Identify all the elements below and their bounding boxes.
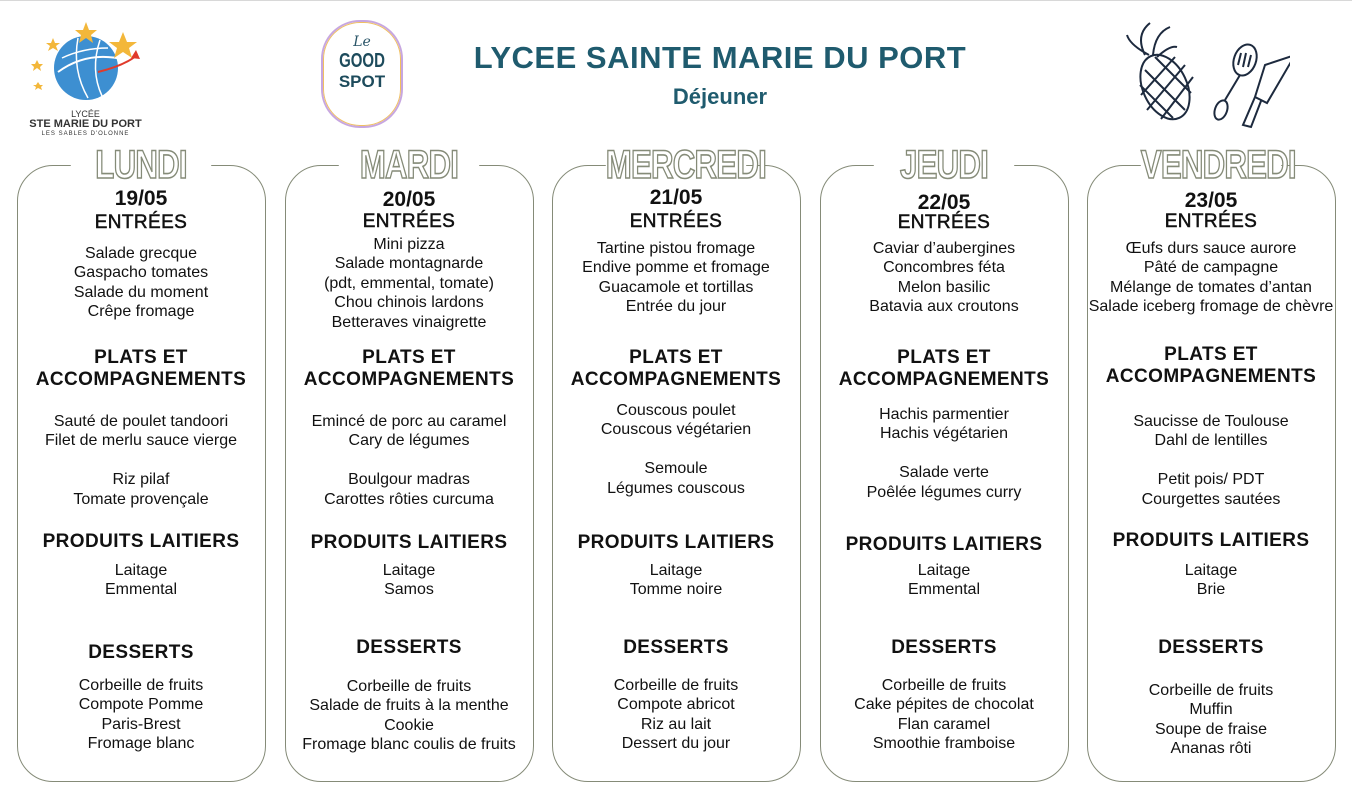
menu-item: Brie bbox=[1196, 581, 1226, 599]
menu-item: Fromage blanc coulis de fruits bbox=[302, 736, 516, 754]
menu-item: Caviar d’aubergines bbox=[872, 240, 1016, 257]
menu-item: Salade de fruits à la menthe bbox=[309, 697, 509, 715]
date-label: 20/05 bbox=[382, 188, 436, 211]
section-heading: ENTRÉES bbox=[897, 212, 991, 233]
group-spacer bbox=[259, 451, 559, 470]
menu-item: Ananas rôti bbox=[1170, 740, 1252, 758]
plats-heading bbox=[1061, 344, 1352, 387]
desserts-list bbox=[0, 676, 291, 754]
menu-item: Salade montagnarde bbox=[334, 255, 484, 273]
menu-item: Riz au lait bbox=[640, 715, 712, 733]
page-subtitle: Déjeuner bbox=[672, 84, 768, 109]
menu-item: Hachis parmentier bbox=[879, 406, 1009, 423]
section-heading: PLATS ET bbox=[897, 347, 991, 368]
menu-item: Batavia aux croutons bbox=[869, 298, 1019, 316]
partner-logo bbox=[321, 20, 403, 128]
menu-item: Laitage bbox=[917, 562, 971, 579]
plats-heading bbox=[259, 347, 559, 390]
menu-item: Smoothie framboise bbox=[872, 735, 1016, 753]
partner-logo-line2: GOOD bbox=[339, 50, 385, 72]
menu-item: Poêlée légumes curry bbox=[866, 483, 1022, 501]
section-heading: PRODUITS LAITIERS bbox=[42, 531, 240, 552]
menu-item: Compote abricot bbox=[617, 696, 735, 714]
day-name: LUNDI bbox=[71, 143, 211, 187]
plats-list bbox=[259, 412, 559, 509]
menu-item: Filet de merlu sauce vierge bbox=[44, 432, 238, 450]
section-heading: ENTRÉES bbox=[362, 211, 456, 232]
menu-item: Œufs durs sauce aurore bbox=[1125, 240, 1297, 257]
menu-item: Riz pilaf bbox=[112, 471, 170, 489]
section-heading: PRODUITS LAITIERS bbox=[310, 532, 508, 553]
laitiers-heading bbox=[1061, 530, 1352, 552]
section-heading: ENTRÉES bbox=[629, 211, 723, 232]
desserts-heading bbox=[0, 642, 291, 664]
partner-logo-line3: SPOT bbox=[338, 72, 386, 91]
desserts-heading bbox=[1061, 637, 1352, 659]
school-logo bbox=[28, 10, 143, 135]
entrees-heading bbox=[1061, 211, 1352, 233]
plats-list bbox=[0, 412, 291, 509]
menu-item: Salade grecque bbox=[84, 245, 198, 262]
section-heading: PLATS ET bbox=[629, 347, 723, 368]
section-heading: ENTRÉES bbox=[94, 212, 188, 233]
entrees-heading bbox=[526, 211, 826, 233]
school-logo-line2: STE MARIE DU PORT bbox=[29, 118, 142, 130]
group-spacer bbox=[794, 444, 1094, 463]
section-heading: ENTRÉES bbox=[1164, 211, 1258, 232]
menu-item: Entrée du jour bbox=[625, 298, 727, 316]
day-date bbox=[526, 187, 826, 209]
menu-item: Dahl de lentilles bbox=[1154, 432, 1268, 450]
menu-item: Samos bbox=[384, 581, 434, 599]
menu-item: Mini pizza bbox=[373, 236, 445, 253]
section-heading: PRODUITS LAITIERS bbox=[577, 532, 775, 553]
section-heading: DESSERTS bbox=[356, 637, 462, 658]
menu-item: Crêpe fromage bbox=[87, 303, 195, 321]
entrees-list bbox=[259, 235, 559, 332]
globe-stars-icon bbox=[28, 10, 143, 105]
day-date bbox=[259, 189, 559, 211]
date-label: 19/05 bbox=[114, 187, 168, 210]
group-spacer bbox=[526, 440, 826, 459]
group-spacer bbox=[0, 451, 291, 470]
menu-item: Laitage bbox=[382, 562, 436, 579]
menu-item: Salade iceberg fromage de chèvre bbox=[1088, 298, 1334, 316]
menu-item: Laitage bbox=[1184, 562, 1238, 579]
section-heading: DESSERTS bbox=[623, 637, 729, 658]
menu-item: Corbeille de fruits bbox=[881, 677, 1007, 694]
laitiers-list bbox=[259, 561, 559, 600]
menu-item: Emincé de porc au caramel bbox=[311, 413, 507, 430]
menu-item: Corbeille de fruits bbox=[78, 677, 204, 694]
menu-item: Laitage bbox=[649, 562, 703, 579]
menu-item: Petit pois/ PDT bbox=[1157, 471, 1265, 489]
menu-item: Melon basilic bbox=[897, 278, 991, 296]
section-heading: PRODUITS LAITIERS bbox=[845, 534, 1043, 555]
day-name: MERCREDI bbox=[605, 143, 766, 187]
menu-item: Compote Pomme bbox=[78, 696, 204, 714]
laitiers-list bbox=[1061, 561, 1352, 600]
menu-item: Laitage bbox=[114, 562, 168, 579]
plats-list bbox=[526, 401, 826, 498]
desserts-list bbox=[1061, 681, 1352, 759]
plats-heading bbox=[526, 347, 826, 390]
section-heading: ACCOMPAGNEMENTS bbox=[303, 368, 515, 390]
day-name: JEUDI bbox=[874, 143, 1014, 187]
menu-item: Concombres féta bbox=[883, 259, 1005, 277]
menu-item: (pdt, emmental, tomate) bbox=[324, 274, 494, 292]
entrees-list bbox=[0, 244, 291, 322]
day-date bbox=[794, 192, 1094, 214]
day-date bbox=[0, 188, 291, 210]
menu-item: Emmental bbox=[907, 581, 981, 599]
entrees-heading bbox=[0, 212, 291, 234]
plats-list bbox=[1061, 412, 1352, 509]
menu-item: Mélange de tomates d’antan bbox=[1110, 278, 1312, 296]
menu-item: Légumes couscous bbox=[607, 479, 745, 497]
menu-item: Carottes rôties curcuma bbox=[324, 490, 494, 508]
menu-item: Salade du moment bbox=[73, 283, 209, 301]
menu-item: Saucisse de Toulouse bbox=[1133, 413, 1289, 430]
laitiers-list bbox=[526, 561, 826, 600]
desserts-list bbox=[526, 676, 826, 754]
date-label: 22/05 bbox=[917, 191, 971, 214]
section-heading: PRODUITS LAITIERS bbox=[1112, 530, 1310, 551]
day-name: VENDREDI bbox=[1140, 143, 1296, 187]
menu-item: Emmental bbox=[104, 581, 178, 599]
school-logo-line1: LYCÉE bbox=[71, 109, 100, 119]
menu-item: Soupe de fraise bbox=[1154, 720, 1268, 738]
menu-item: Cookie bbox=[384, 716, 434, 734]
entrees-heading bbox=[794, 212, 1094, 234]
date-label: 23/05 bbox=[1184, 189, 1238, 212]
menu-item: Corbeille de fruits bbox=[346, 678, 472, 695]
date-label: 21/05 bbox=[649, 186, 703, 209]
menu-item: Sauté de poulet tandoori bbox=[53, 413, 229, 430]
day-name: MARDI bbox=[339, 143, 479, 187]
entrees-list bbox=[1061, 239, 1352, 317]
menu-item: Dessert du jour bbox=[621, 735, 731, 753]
section-heading: ACCOMPAGNEMENTS bbox=[35, 368, 247, 390]
laitiers-heading bbox=[0, 531, 291, 553]
laitiers-heading bbox=[526, 532, 826, 554]
menu-item: Hachis végétarien bbox=[879, 425, 1009, 443]
group-spacer bbox=[1061, 451, 1352, 470]
menu-item: Couscous végétarien bbox=[600, 421, 752, 439]
desserts-list bbox=[794, 676, 1094, 754]
section-heading: ACCOMPAGNEMENTS bbox=[838, 368, 1050, 390]
menu-item: Flan caramel bbox=[897, 715, 991, 733]
menu-item: Tomate provençale bbox=[73, 490, 209, 508]
menu-item: Salade verte bbox=[899, 464, 989, 482]
pineapple-utensils-icon bbox=[1115, 15, 1290, 134]
day-date bbox=[1061, 190, 1352, 212]
page-title: LYCEE SAINTE MARIE DU PORT bbox=[473, 40, 967, 75]
entrees-list bbox=[526, 239, 826, 317]
desserts-heading bbox=[259, 637, 559, 659]
menu-item: Chou chinois lardons bbox=[334, 294, 484, 312]
top-divider bbox=[0, 0, 1352, 1]
menu-item: Gaspacho tomates bbox=[73, 264, 209, 282]
menu-item: Muffin bbox=[1189, 701, 1233, 719]
section-heading: PLATS ET bbox=[94, 347, 188, 368]
entrees-heading bbox=[259, 211, 559, 233]
plats-list bbox=[794, 405, 1094, 502]
menu-item: Endive pomme et fromage bbox=[582, 259, 770, 277]
menu-item: Corbeille de fruits bbox=[1148, 682, 1274, 699]
section-heading: ACCOMPAGNEMENTS bbox=[570, 368, 782, 390]
section-heading: PLATS ET bbox=[362, 347, 456, 368]
section-heading: PLATS ET bbox=[1164, 344, 1258, 365]
laitiers-list bbox=[794, 561, 1094, 600]
section-heading: DESSERTS bbox=[891, 637, 997, 658]
desserts-heading bbox=[794, 637, 1094, 659]
school-logo-line3: LES SABLES D'OLONNE bbox=[41, 131, 130, 137]
plats-heading bbox=[794, 347, 1094, 390]
section-heading: DESSERTS bbox=[1158, 637, 1264, 658]
menu-item: Boulgour madras bbox=[348, 471, 470, 489]
desserts-heading bbox=[526, 637, 826, 659]
menu-item: Couscous poulet bbox=[616, 402, 736, 419]
menu-item: Pâté de campagne bbox=[1143, 259, 1279, 277]
menu-item: Semoule bbox=[644, 460, 708, 478]
section-heading: DESSERTS bbox=[88, 642, 194, 663]
entrees-list bbox=[794, 239, 1094, 317]
menu-item: Tomme noire bbox=[629, 581, 723, 599]
menu-item: Guacamole et tortillas bbox=[598, 278, 754, 296]
menu-item: Fromage blanc bbox=[87, 735, 195, 753]
partner-logo-line1: Le bbox=[353, 34, 371, 50]
laitiers-heading bbox=[259, 532, 559, 554]
section-heading: ACCOMPAGNEMENTS bbox=[1105, 365, 1317, 387]
menu-item: Paris-Brest bbox=[101, 715, 181, 733]
laitiers-list bbox=[0, 561, 291, 600]
plats-heading bbox=[0, 347, 291, 390]
menu-item: Cary de légumes bbox=[348, 432, 470, 450]
menu-item: Corbeille de fruits bbox=[613, 677, 739, 694]
menu-item: Tartine pistou fromage bbox=[596, 240, 756, 257]
menu-item: Betteraves vinaigrette bbox=[331, 313, 487, 331]
menu-item: Cake pépites de chocolat bbox=[854, 696, 1034, 714]
laitiers-heading bbox=[794, 534, 1094, 556]
menu-item: Courgettes sautées bbox=[1141, 490, 1281, 508]
desserts-list bbox=[259, 677, 559, 755]
